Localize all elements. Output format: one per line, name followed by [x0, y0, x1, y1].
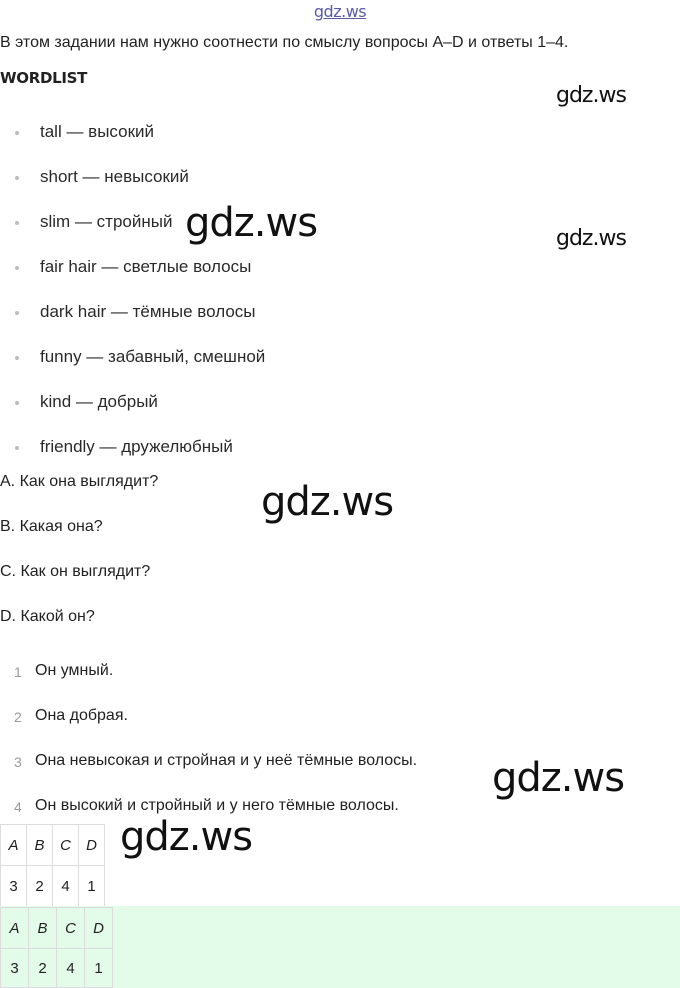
- answer-key-table: [0, 824, 105, 907]
- bullet-icon: [15, 131, 19, 135]
- watermark: gdz.ws: [556, 83, 626, 108]
- bullet-icon: [15, 356, 19, 360]
- wordlist-item-text: funny — забавный, смешной: [40, 347, 266, 366]
- table-cell: 3: [1, 949, 29, 988]
- question-c: C. Как он выглядит?: [0, 563, 151, 580]
- table-cell: 2: [29, 949, 57, 988]
- watermark: gdz.ws: [492, 755, 625, 801]
- watermark: gdz.ws: [120, 814, 253, 860]
- table-row: [1, 908, 113, 949]
- bullet-icon: [15, 401, 19, 405]
- table-header-cell: A: [1, 908, 29, 949]
- watermark: gdz.ws: [261, 479, 394, 525]
- bullet-icon: [15, 221, 19, 225]
- question-d: D. Какой он?: [0, 608, 95, 625]
- table-header-cell: C: [53, 825, 79, 866]
- table-header-cell: D: [85, 908, 113, 949]
- table-row: [1, 825, 105, 866]
- table-row: [1, 866, 105, 907]
- site-link[interactable]: gdz.ws: [313, 2, 367, 21]
- wordlist-item-text: tall — высокий: [40, 122, 155, 141]
- answer-text: Она добрая.: [35, 707, 128, 724]
- wordlist-item-text: friendly — дружелюбный: [40, 437, 233, 456]
- table-cell: 4: [53, 866, 79, 907]
- table-header-cell: A: [1, 825, 27, 866]
- bullet-icon: [15, 446, 19, 450]
- answer-text: Она невысокая и стройная и у неё тёмные волосы.: [35, 752, 418, 769]
- watermark: gdz.ws: [185, 200, 318, 246]
- answer-key-table-highlighted: [0, 907, 113, 988]
- question-b: B. Какая она?: [0, 518, 103, 535]
- answer-number: 2: [14, 709, 22, 725]
- answer-text: Он умный.: [35, 662, 114, 679]
- wordlist-item-text: dark hair — тёмные волосы: [40, 302, 256, 321]
- watermark: gdz.ws: [556, 226, 626, 251]
- table-cell: 3: [1, 866, 27, 907]
- answer-text: Он высокий и стройный и у него тёмные волосы.: [35, 797, 399, 814]
- answer-number: 4: [14, 799, 22, 815]
- bullet-icon: [15, 266, 19, 270]
- task-intro: В этом задании нам нужно соотнести по смыслу вопросы A–D и ответы 1–4.: [0, 34, 569, 51]
- wordlist-heading: WORDLIST: [0, 69, 88, 87]
- table-cell: 2: [27, 866, 53, 907]
- answer-number: 1: [14, 664, 22, 680]
- bullet-icon: [15, 176, 19, 180]
- table-header-cell: C: [57, 908, 85, 949]
- wordlist-item-text: kind — добрый: [40, 392, 158, 411]
- bullet-icon: [15, 311, 19, 315]
- question-a: A. Как она выглядит?: [0, 473, 159, 490]
- table-cell: 1: [79, 866, 105, 907]
- table-header-cell: B: [27, 825, 53, 866]
- wordlist-item-text: slim — стройный: [40, 212, 173, 231]
- table-cell: 1: [85, 949, 113, 988]
- table-row: [1, 949, 113, 988]
- wordlist-item-text: short — невысокий: [40, 167, 189, 186]
- table-header-cell: B: [29, 908, 57, 949]
- wordlist-item-text: fair hair — светлые волосы: [40, 257, 252, 276]
- answer-number: 3: [14, 754, 22, 770]
- table-header-cell: D: [79, 825, 105, 866]
- table-cell: 4: [57, 949, 85, 988]
